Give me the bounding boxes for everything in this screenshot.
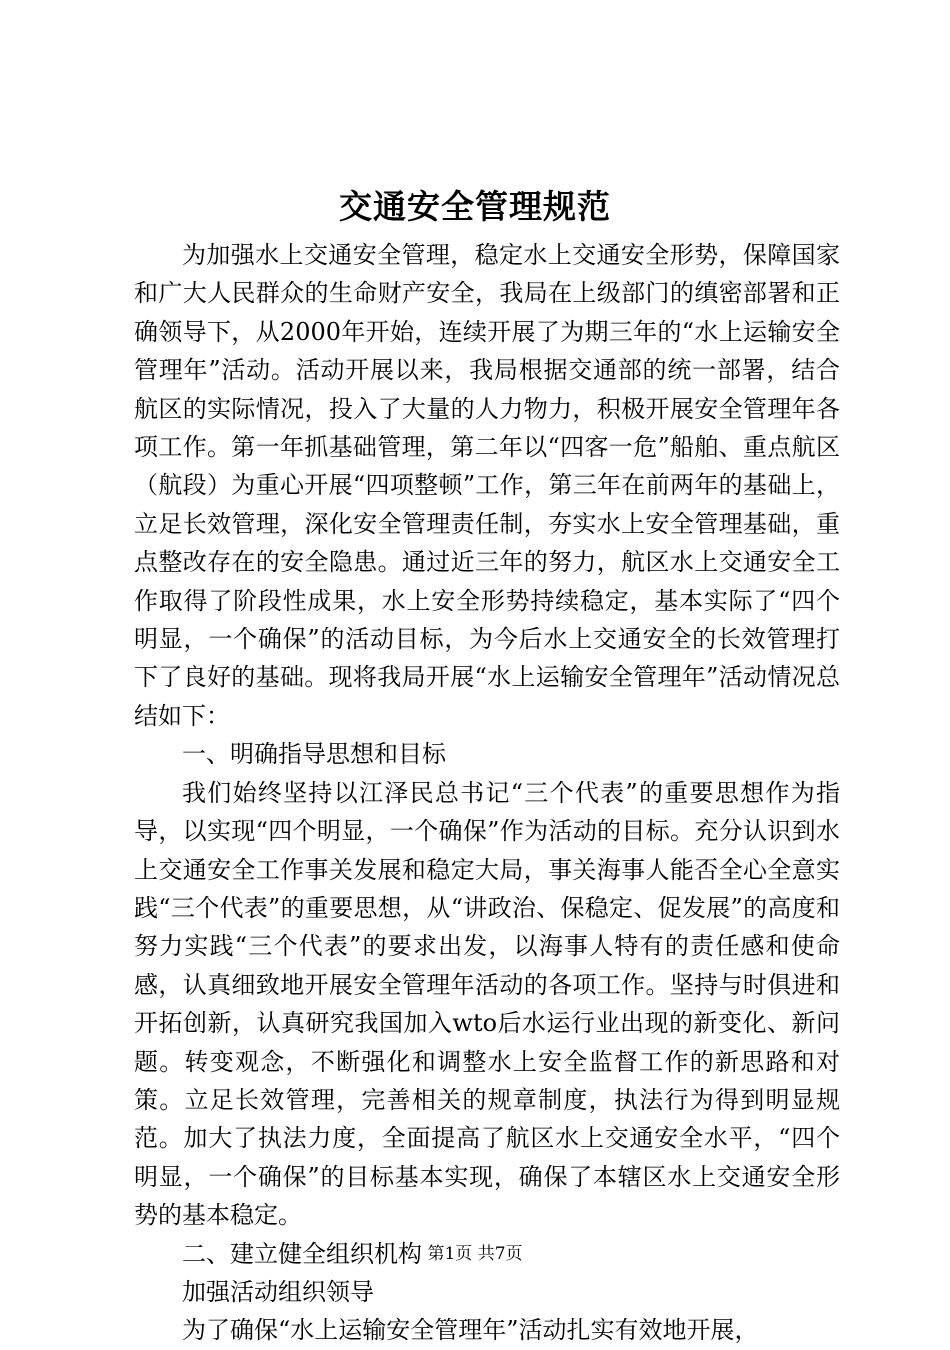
page-footer: 第1页 共7页 <box>427 1244 523 1264</box>
section-heading-2: 二、建立健全组织机构 <box>182 1239 422 1268</box>
document-body <box>134 236 840 1350</box>
document-title: 交通安全管理规范 <box>339 187 611 226</box>
section-1-paragraph: 我们始终坚持以江泽民总书记“三个代表”的重要思想作为指导，以实现“四个明显，一个确保”作为活动的目标。充分认识到水上交通安全工作事关发展和稳定大局，事关海事人能否全心全意实践“三个代表”的重要思想，从“讲政治、保稳定、促发展”的高度和努力实践“三个代表”的要求出发，以海事人特有的责任感和使命感，认真细致地开展安全管理年活动的各项工作。坚持与时俱进和开拓创新，认真研究我国加入wto后水运行业出现的新变化、新问题。转变观念，不断强化和调整水上安全监督工作的新思路和对策。立足长效管理，完善相关的规章制度，执法行为得到明显规范。加大了执法力度，全面提高了航区水上交通安全水平，“四个明显，一个确保”的目标基本实现，确保了本辖区水上交通安全形势的基本稳定。 <box>134 778 840 1230</box>
subsection-heading: 加强活动组织领导 <box>182 1277 374 1306</box>
section-heading-1: 一、明确指导思想和目标 <box>182 740 446 769</box>
intro-paragraph: 为加强水上交通安全管理，稳定水上交通安全形势，保障国家和广大人民群众的生命财产安全，我局在上级部门的缜密部署和正确领导下，从2000年开始，连续开展了为期三年的“水上运输安全管理年”活动。活动开展以来，我局根据交通部的统一部署，结合航区的实际情况，投入了大量的人力物力，积极开展安全管理年各项工作。第一年抓基础管理，第二年以“四客一危”船舶、重点航区（航段）为重心开展“四项整顿”工作，第三年在前两年的基础上，立足长效管理，深化安全管理责任制，夯实水上安全管理基础，重点整改存在的安全隐患。通过近三年的努力，航区水上交通安全工作取得了阶段性成果，水上安全形势持续稳定，基本实际了“四个明显，一个确保”的活动目标，为今后水上交通安全的长效管理打下了良好的基础。现将我局开展“水上运输安全管理年”活动情况总结如下： <box>134 241 840 730</box>
section-2-paragraph: 为了确保“水上运输安全管理年”活动扎实有效地开展， <box>182 1316 759 1345</box>
